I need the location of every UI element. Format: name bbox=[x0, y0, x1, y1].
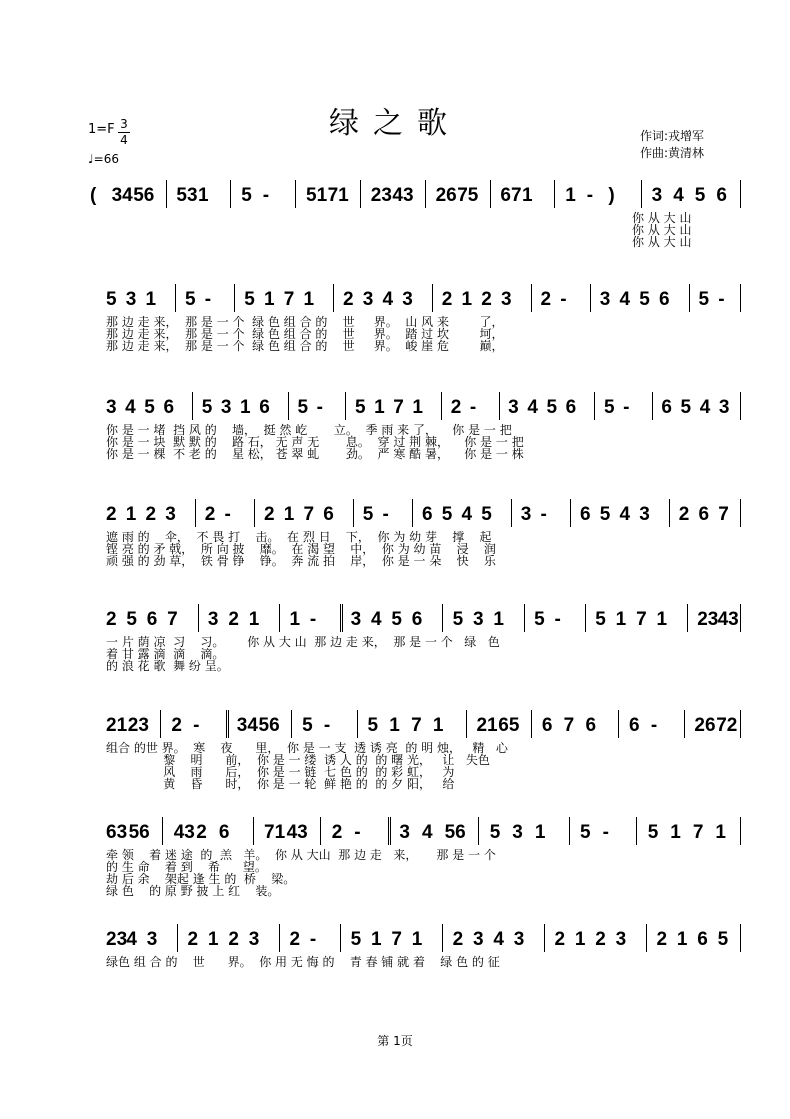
lyric-line: 劫 后 余 架起 逢 生 的 桥 梁。 bbox=[106, 872, 296, 886]
note: 2 bbox=[540, 289, 552, 310]
barline bbox=[360, 180, 361, 208]
note: 2 bbox=[228, 929, 239, 950]
note: 1 bbox=[371, 929, 382, 950]
note: 5 bbox=[647, 822, 659, 843]
note: - bbox=[262, 185, 270, 206]
note: 43 bbox=[286, 822, 308, 843]
note: 1 bbox=[432, 715, 444, 736]
note: 2 bbox=[289, 929, 301, 950]
note: 5 bbox=[452, 609, 464, 630]
barline bbox=[279, 924, 280, 952]
barline bbox=[425, 180, 426, 208]
lyric-line: 绿色 组 合 的 世 界。 你 用 无 悔 的 青 春 铺 就 着 绿 色 的 征 bbox=[106, 955, 500, 969]
note: 1 bbox=[493, 609, 504, 630]
note: 2 bbox=[678, 504, 690, 525]
note: 5 bbox=[534, 609, 545, 630]
note: 6 bbox=[580, 504, 591, 525]
barline bbox=[442, 604, 443, 632]
note: 2 bbox=[656, 929, 668, 950]
barline bbox=[740, 604, 741, 632]
note: 3 bbox=[718, 397, 730, 418]
note: 3 bbox=[362, 289, 374, 310]
barline bbox=[353, 499, 354, 527]
note: 56 bbox=[128, 822, 150, 843]
note: 26 bbox=[435, 185, 457, 206]
barline bbox=[511, 499, 512, 527]
note: 2 bbox=[450, 397, 462, 418]
note: 7 bbox=[167, 609, 178, 630]
lyric-line: 那 边 走 来， 那 是 一 个 绿 色 组 合 的 世 界。 踏 过 坎 坷， bbox=[106, 327, 504, 341]
tempo-value: =66 bbox=[93, 152, 119, 166]
lyric-line: 绿 色 的 原 野 披 上 红 装。 bbox=[106, 884, 280, 898]
note: 6 bbox=[585, 715, 597, 736]
note: 6 bbox=[698, 504, 710, 525]
barline bbox=[442, 924, 443, 952]
barline bbox=[333, 284, 334, 312]
note: 3 bbox=[472, 609, 484, 630]
lyric-line: 黎 明 前， 你 是 一 缕 诱 人 的 的 曙 光， 让 失色 bbox=[106, 753, 490, 767]
barline bbox=[320, 817, 321, 845]
barline bbox=[340, 924, 341, 952]
note: - bbox=[540, 504, 547, 525]
note: 2 bbox=[204, 504, 216, 525]
note: 6 bbox=[422, 504, 433, 525]
barline bbox=[160, 710, 161, 738]
note: 3 bbox=[651, 185, 663, 206]
barline bbox=[585, 604, 586, 632]
barline bbox=[175, 284, 176, 312]
note: 3 bbox=[472, 929, 484, 950]
barline bbox=[466, 710, 467, 738]
note: 21 bbox=[476, 715, 498, 736]
note: 4 bbox=[699, 397, 711, 418]
note: 4 bbox=[461, 504, 473, 525]
note: 4 bbox=[673, 185, 684, 206]
note: 2 bbox=[343, 289, 354, 310]
note: 2 bbox=[196, 822, 207, 843]
barline bbox=[432, 284, 433, 312]
note: - bbox=[309, 609, 317, 630]
note: 71 bbox=[264, 822, 286, 843]
barline bbox=[594, 392, 595, 420]
barline bbox=[569, 817, 570, 845]
note: 2 bbox=[554, 929, 566, 950]
note: 5 bbox=[297, 397, 309, 418]
barline bbox=[345, 392, 346, 420]
barline bbox=[740, 180, 741, 208]
note: 3 bbox=[399, 822, 410, 843]
note: 3 bbox=[520, 504, 532, 525]
note: 1 bbox=[522, 185, 533, 206]
note: 3 bbox=[207, 609, 219, 630]
note: 1 bbox=[207, 929, 219, 950]
barline bbox=[740, 924, 741, 952]
note: 7 bbox=[391, 929, 402, 950]
lyric-line: 你 从 大 山 bbox=[632, 235, 692, 249]
note: 6 bbox=[661, 397, 672, 418]
meter-bottom: 4 bbox=[120, 133, 128, 147]
note: 65 bbox=[498, 715, 520, 736]
note: 23 bbox=[106, 929, 128, 950]
note: 5 bbox=[580, 822, 591, 843]
composer: 作曲:黄清林 bbox=[640, 146, 705, 160]
lyric-line: 你 是 一 棵 不 老 的 星 松， 苍 翠 虬 劲。 严 寒 酷 暑， 你 是 一 株 bbox=[106, 447, 524, 461]
note: 1 bbox=[389, 715, 400, 736]
note: 3 bbox=[165, 504, 176, 525]
note: 53 bbox=[176, 185, 198, 206]
page-number: 第 1页 bbox=[377, 1034, 413, 1048]
note: - bbox=[224, 504, 231, 525]
note: 3 bbox=[106, 397, 117, 418]
note: 3 bbox=[615, 929, 627, 950]
barline bbox=[192, 392, 193, 420]
barline bbox=[499, 392, 500, 420]
barline bbox=[412, 499, 413, 527]
barline bbox=[687, 604, 688, 632]
barline bbox=[198, 604, 199, 632]
note: 3 bbox=[248, 929, 260, 950]
note: 2 bbox=[187, 929, 199, 950]
note: - bbox=[204, 289, 212, 310]
lyric-line: 你 从 大 山 bbox=[632, 223, 692, 237]
note: 6 bbox=[323, 504, 334, 525]
note: 3 bbox=[501, 289, 512, 310]
note: - bbox=[309, 929, 317, 950]
lyric-line: 着 甘 露 滴 滴 滴。 bbox=[106, 647, 225, 661]
barline bbox=[254, 499, 255, 527]
note: - bbox=[602, 822, 609, 843]
note: 1 bbox=[283, 504, 295, 525]
note: 1 bbox=[670, 822, 681, 843]
note: 51 bbox=[306, 185, 328, 206]
note: 5 bbox=[391, 609, 402, 630]
lyric-line: 铿 亮 的 矛 戟， 所 向 披 靡。 在 渴 望 中， 你 为 幼 苗 浸 润 bbox=[106, 542, 496, 556]
note: 23 bbox=[127, 715, 149, 736]
note: 6 bbox=[163, 397, 175, 418]
tempo-marking bbox=[88, 152, 119, 166]
note: 5 bbox=[698, 289, 710, 310]
barline bbox=[279, 604, 280, 632]
note: 5 bbox=[126, 609, 137, 630]
note: 4 bbox=[126, 929, 137, 950]
note: 5 bbox=[241, 185, 252, 206]
barline bbox=[669, 499, 670, 527]
note: - bbox=[316, 397, 323, 418]
note: 2 bbox=[228, 609, 239, 630]
note: 3 bbox=[220, 397, 232, 418]
note: 2 bbox=[452, 929, 464, 950]
note: 1 bbox=[615, 609, 627, 630]
barline bbox=[162, 817, 163, 845]
lyric-line: 风 雨 后， 你 是 一 链 七 色 的 的 彩 虹， 为 bbox=[106, 765, 455, 779]
note: 3 bbox=[350, 609, 362, 630]
note: 4 bbox=[619, 289, 631, 310]
note: 6 bbox=[659, 289, 670, 310]
lyric-line: 你 是 一 堵 挡 风 的 墙， 挺 然 屹 立。 季 雨 来 了， 你 是 一 把 bbox=[106, 423, 512, 437]
note: 2 bbox=[331, 822, 343, 843]
lyric-line: 顽 强 的 劲 草， 铁 骨 铮 铮。 奔 流 拍 岸， 你 是 一 朵 快 乐 bbox=[106, 554, 496, 568]
note: 7 bbox=[692, 822, 704, 843]
note: 1 bbox=[715, 822, 726, 843]
barline bbox=[740, 392, 741, 420]
note: - bbox=[650, 715, 658, 736]
note: 34 bbox=[111, 185, 133, 206]
lyric-line: 组合 的世 界。 寒 夜 里， 你 是 一 支 透 诱 亮 的 明 烛， 精 心 bbox=[106, 741, 508, 755]
note: 4 bbox=[125, 397, 136, 418]
barline bbox=[295, 180, 296, 208]
note: - bbox=[554, 609, 561, 630]
note: 1 bbox=[656, 609, 668, 630]
lyric-line: 遮 雨 的 伞， 不 畏 打 击。 在 烈 日 下， 你 为 幼 芽 撑 起 bbox=[106, 530, 492, 544]
note: 3 bbox=[599, 289, 611, 310]
note: 5 bbox=[595, 609, 606, 630]
barline bbox=[641, 180, 642, 208]
barline bbox=[490, 180, 491, 208]
barline bbox=[652, 392, 653, 420]
note: 5 bbox=[367, 715, 379, 736]
note: 5 bbox=[546, 397, 558, 418]
note: 1 bbox=[411, 929, 423, 950]
note: 7 bbox=[718, 504, 729, 525]
note: 5 bbox=[185, 289, 196, 310]
note: 4 bbox=[422, 822, 433, 843]
barline bbox=[531, 710, 532, 738]
barline bbox=[288, 392, 289, 420]
lyric-line: 的 生 命 着 到 希 望。 bbox=[106, 860, 267, 874]
note: 6 bbox=[411, 609, 423, 630]
note: 56 bbox=[133, 185, 155, 206]
note: 5 bbox=[441, 504, 453, 525]
note: 1 bbox=[565, 185, 576, 206]
note: 1 bbox=[289, 609, 301, 630]
note: 5 bbox=[144, 397, 155, 418]
barline bbox=[230, 180, 231, 208]
barline bbox=[226, 710, 229, 738]
barline bbox=[253, 817, 254, 845]
note: 5 bbox=[489, 822, 501, 843]
note: 26 bbox=[694, 715, 716, 736]
note: 43 bbox=[392, 185, 414, 206]
note: 1 bbox=[574, 929, 586, 950]
note: 1 bbox=[676, 929, 688, 950]
barline bbox=[570, 499, 571, 527]
note: 5 bbox=[354, 397, 366, 418]
barline bbox=[689, 284, 690, 312]
lyric-line: 你 从 大 山 bbox=[632, 211, 692, 225]
note: 3 bbox=[512, 822, 523, 843]
note: 6 bbox=[259, 397, 270, 418]
note: 63 bbox=[106, 822, 128, 843]
note: 1 bbox=[248, 609, 260, 630]
barline bbox=[618, 710, 619, 738]
note: 5 bbox=[717, 929, 729, 950]
note: - bbox=[354, 822, 361, 843]
note: 7 bbox=[563, 715, 575, 736]
barline bbox=[740, 499, 741, 527]
note: 2 bbox=[595, 929, 606, 950]
lyric-line: 你 是 一 块 默 默 的 路 石， 无 声 无 息。 穿 过 荆 棘， 你 是 一 把 bbox=[106, 435, 524, 449]
note: 1 bbox=[125, 504, 137, 525]
lyric-line: 的 浪 花 歌 舞 纷 呈。 bbox=[106, 659, 229, 673]
note: 2 bbox=[171, 715, 182, 736]
note: - bbox=[469, 397, 477, 418]
barline bbox=[740, 817, 741, 845]
note: 6 bbox=[697, 929, 708, 950]
credits bbox=[640, 128, 704, 162]
note: 7 bbox=[303, 504, 315, 525]
barline bbox=[740, 710, 741, 738]
note: 1 bbox=[461, 289, 473, 310]
note: - bbox=[560, 289, 567, 310]
note: 1 bbox=[412, 397, 423, 418]
note: 6 bbox=[716, 185, 727, 206]
note: 4 bbox=[493, 929, 504, 950]
note: - bbox=[382, 504, 389, 525]
barline bbox=[684, 710, 685, 738]
barline bbox=[531, 284, 532, 312]
barline bbox=[234, 284, 235, 312]
note: 7 bbox=[636, 609, 647, 630]
note: 2 bbox=[264, 504, 275, 525]
meter-top: 3 bbox=[120, 117, 128, 131]
note: 3 bbox=[146, 929, 158, 950]
note: 6 bbox=[146, 609, 158, 630]
note: 1 bbox=[240, 397, 251, 418]
barline bbox=[177, 924, 178, 952]
note: 5 bbox=[639, 289, 650, 310]
key-signature: 1=F bbox=[88, 122, 115, 137]
note: 4 bbox=[619, 504, 631, 525]
barline bbox=[291, 710, 292, 738]
note: 43 bbox=[173, 822, 195, 843]
note: 7 bbox=[411, 715, 422, 736]
note: 75 bbox=[457, 185, 479, 206]
note: 23 bbox=[370, 185, 392, 206]
note: 2 bbox=[106, 609, 117, 630]
note: 3 bbox=[125, 289, 137, 310]
note: 1 bbox=[374, 397, 385, 418]
barline bbox=[646, 924, 647, 952]
barline bbox=[478, 817, 479, 845]
lyric-line: 牵 领 着 迷 途 的 羔 羊。 你 从 大山 那 边 走 来， 那 是 一 个 bbox=[106, 848, 496, 862]
note: 56 bbox=[444, 822, 466, 843]
note: - bbox=[193, 715, 200, 736]
note: 2 bbox=[481, 289, 492, 310]
note: 5 bbox=[244, 289, 255, 310]
note: 3 bbox=[639, 504, 650, 525]
note: 7 bbox=[283, 289, 295, 310]
note: ) bbox=[608, 185, 615, 206]
note: 3 bbox=[402, 289, 413, 310]
barline bbox=[388, 817, 391, 845]
note: 67 bbox=[500, 185, 522, 206]
note: 43 bbox=[717, 609, 739, 630]
note: ( bbox=[90, 185, 97, 206]
note: 1 bbox=[198, 185, 209, 206]
note: 5 bbox=[680, 397, 692, 418]
lyric-line: 黄 昏 时， 你 是 一 轮 鲜 艳 的 的 夕 阳， 给 bbox=[106, 777, 455, 791]
barline bbox=[524, 604, 525, 632]
barline bbox=[340, 604, 343, 632]
note: - bbox=[586, 185, 594, 206]
barline bbox=[166, 180, 167, 208]
note: 5 bbox=[106, 289, 117, 310]
note: 4 bbox=[527, 397, 538, 418]
note: 6 bbox=[541, 715, 553, 736]
note: 5 bbox=[694, 185, 706, 206]
barline bbox=[590, 284, 591, 312]
barline bbox=[441, 392, 442, 420]
note: 1 bbox=[534, 822, 546, 843]
time-signature bbox=[118, 118, 130, 147]
note: 21 bbox=[106, 715, 128, 736]
note: 6 bbox=[629, 715, 640, 736]
note: 4 bbox=[371, 609, 382, 630]
note: 3 bbox=[508, 397, 519, 418]
song-title: 绿之歌 bbox=[329, 106, 461, 141]
note: 6 bbox=[565, 397, 577, 418]
note: 1 bbox=[303, 289, 315, 310]
note: 5 bbox=[481, 504, 492, 525]
note: 4 bbox=[382, 289, 394, 310]
note: 2 bbox=[441, 289, 453, 310]
quarter-note-icon: ♩ bbox=[88, 152, 94, 166]
note: 2 bbox=[145, 504, 157, 525]
note: - bbox=[323, 715, 331, 736]
barline bbox=[636, 817, 637, 845]
barline bbox=[195, 499, 196, 527]
note: 5 bbox=[603, 397, 615, 418]
note: - bbox=[623, 397, 630, 418]
barline bbox=[554, 180, 555, 208]
note: 5 bbox=[350, 929, 362, 950]
note: 2 bbox=[106, 504, 117, 525]
note: 23 bbox=[697, 609, 719, 630]
barline bbox=[544, 924, 545, 952]
lyricist: 作词:戎增军 bbox=[640, 129, 705, 143]
note: 71 bbox=[327, 185, 349, 206]
note: 3 bbox=[513, 929, 525, 950]
note: 6 bbox=[218, 822, 230, 843]
note: 56 bbox=[258, 715, 280, 736]
lyric-line: 那 边 走 来， 那 是 一 个 绿 色 组 合 的 世 界。 峻 崖 危 巅， bbox=[106, 339, 504, 353]
note: 5 bbox=[201, 397, 213, 418]
note: 5 bbox=[362, 504, 374, 525]
note: 34 bbox=[236, 715, 258, 736]
barline bbox=[357, 710, 358, 738]
lyric-line: 那 边 走 来， 那 是 一 个 绿 色 组 合 的 世 界。 山 风 来 了， bbox=[106, 315, 504, 329]
note: 5 bbox=[302, 715, 313, 736]
barline bbox=[740, 284, 741, 312]
note: 1 bbox=[145, 289, 157, 310]
note: 7 bbox=[393, 397, 404, 418]
note: - bbox=[718, 289, 725, 310]
note: 1 bbox=[264, 289, 275, 310]
note: 72 bbox=[716, 715, 738, 736]
note: 5 bbox=[599, 504, 611, 525]
lyric-line: 一 片 荫 凉 习 习。 你 从 大 山 那 边 走 来， 那 是 一 个 绿 色 bbox=[106, 635, 500, 649]
